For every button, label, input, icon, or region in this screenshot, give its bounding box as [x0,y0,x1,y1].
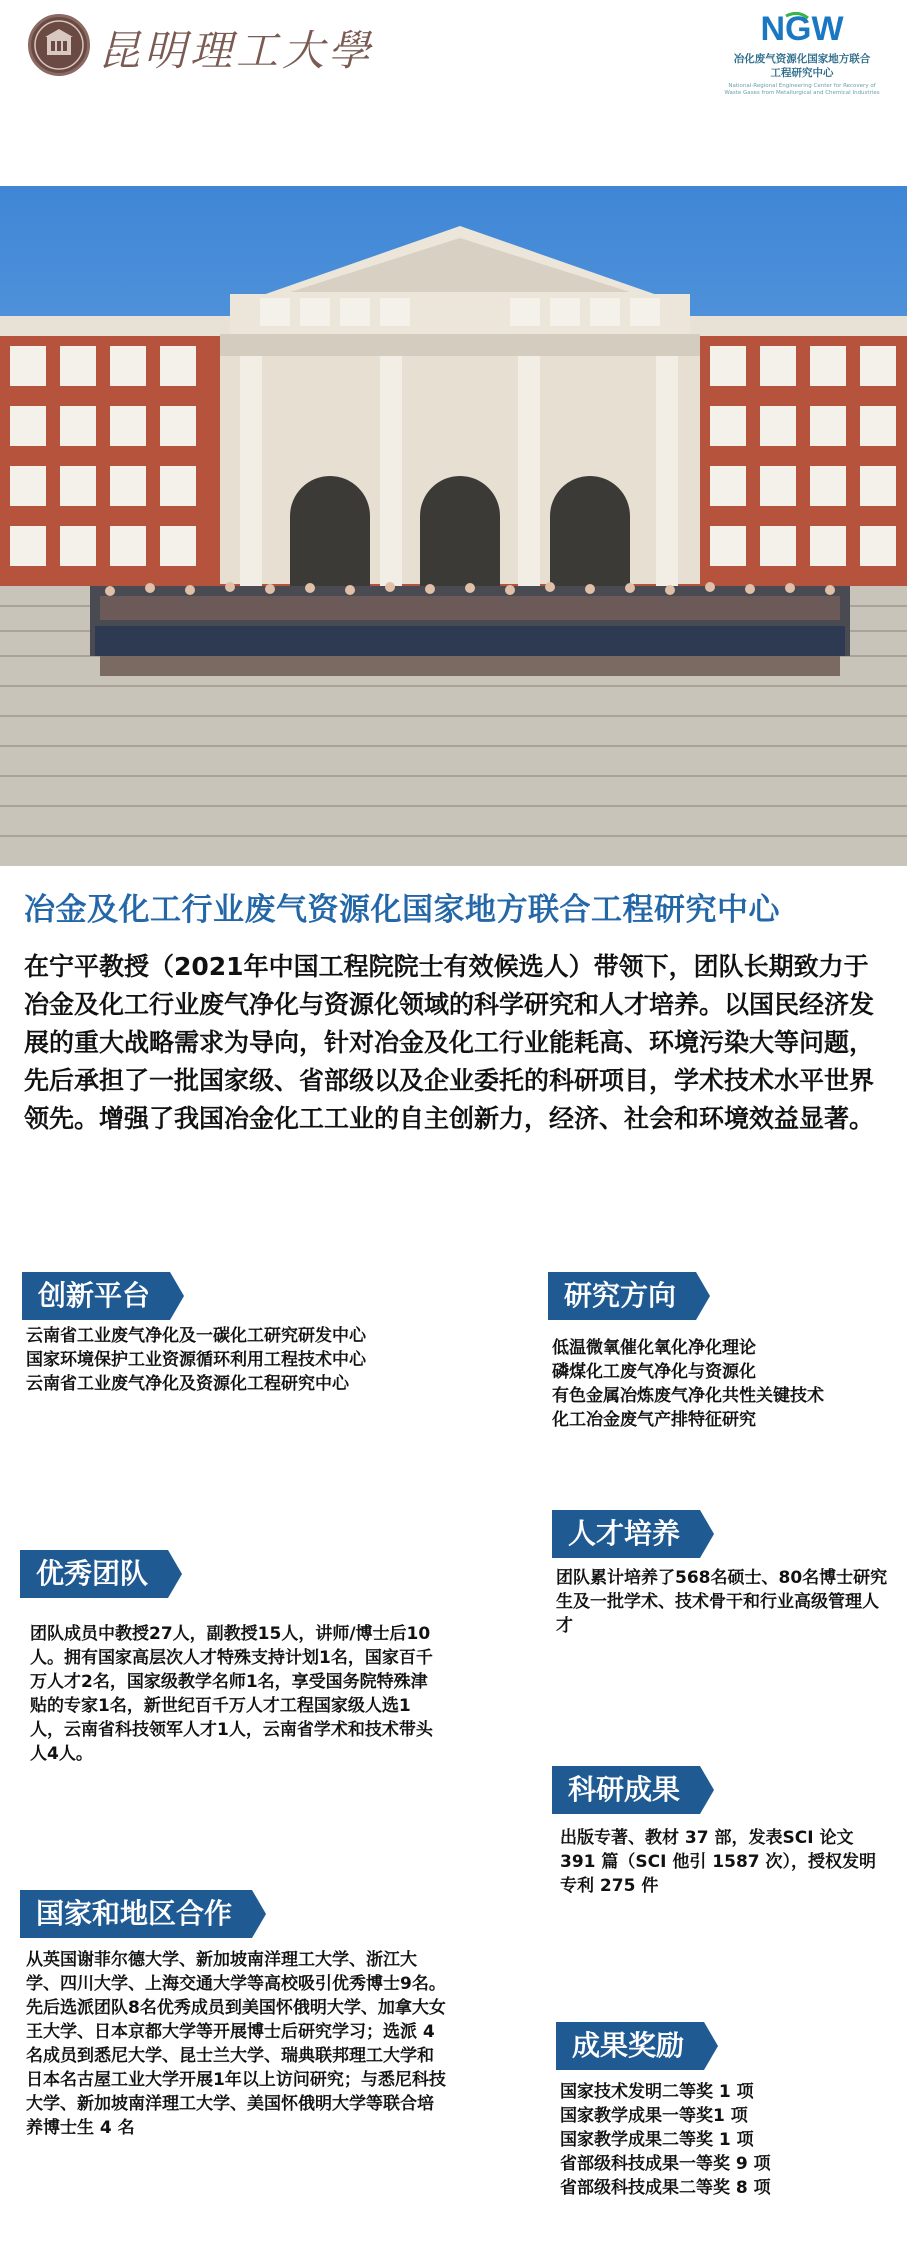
list-item: 磷煤化工废气净化与资源化 [552,1362,756,1382]
center-logo [742,8,862,48]
section-title-achievements: 科研成果 [552,1766,700,1814]
center-name-en: National-Regional Engineering Center for Recovery of Waste Gases from Metallurgical and Chemical Industries [724,83,880,96]
list-item: 化工冶金废气产排特征研究 [552,1410,756,1430]
section-title-talent: 人才培养 [552,1510,700,1558]
list-item: 国家教学成果二等奖 1 项 [560,2130,754,2150]
section-title-platform: 创新平台 [22,1272,170,1320]
list-item: 低温微氧催化氧化净化理论 [552,1338,756,1358]
center-logo-text: NGW [760,10,844,48]
platform-list [26,1324,446,1396]
awards-list [560,2080,890,2200]
university-seal-logo [28,14,90,76]
talent-text: 团队累计培养了568名硕士、80名博士研究生及一批学术、技术骨干和行业高级管理人才 [556,1568,888,1636]
list-item: 云南省工业废气净化及资源化工程研究中心 [26,1374,349,1394]
list-item: 省部级科技成果二等奖 8 项 [560,2178,771,2198]
achievements-text: 出版专著、教材 37 部，发表SCI 论文 391 篇（SCI 他引 1587 次），授权发明专利 275 件 [560,1828,877,1896]
list-item: 国家环境保护工业资源循环利用工程技术中心 [26,1350,366,1370]
university-name: 昆明理工大學 [98,26,375,75]
section-title-cooperation: 国家和地区合作 [20,1890,252,1938]
group-photo [0,186,907,866]
intro-paragraph: 在宁平教授（2021年中国工程院院士有效候选人）带领下，团队长期致力于冶金及化工行业废气净化与资源化领域的科学研究和人才培养。以国民经济发展的重大战略需求为导向，针对冶金及化工行业能耗高、环境污染大等问题，先后承担了一批国家级、省部级以及企业委托的科研项目，学术技术水平世界领先。增强了我国冶金化工工业的自主创新力，经济、社会和环境效益显著。 [24,952,875,1133]
list-item: 国家技术发明二等奖 1 项 [560,2082,754,2102]
page-title: 冶金及化工行业废气资源化国家地方联合工程研究中心 [24,892,780,928]
section-title-research: 研究方向 [548,1272,696,1320]
list-item: 有色金属冶炼废气净化共性关键技术 [552,1386,824,1406]
list-item: 国家教学成果一等奖1 项 [560,2106,748,2126]
cooperation-text: 从英国谢菲尔德大学、新加坡南洋理工大学、浙江大学、四川大学、上海交通大学等高校吸引优秀博士9名。先后选派团队8名优秀成员到美国怀俄明大学、加拿大女王大学、日本京都大学等开展博士后研究学习；选派 4 名成员到悉尼大学、昆士兰大学、瑞典联邦理工大学和日本名古屋工业大学开展1年以上访问研究；与悉尼科技大学、新加坡南洋理工大学、美国怀俄明大学等联合培养博士生 4 名 [26,1950,446,2138]
list-item: 云南省工业废气净化及一碳化工研究研发中心 [26,1326,366,1346]
section-title-team: 优秀团队 [20,1550,168,1598]
center-name-cn: 冶化废气资源化国家地方联合 工程研究中心 [733,53,871,79]
research-list [552,1336,892,1432]
section-title-awards: 成果奖励 [556,2022,704,2070]
list-item: 省部级科技成果一等奖 9 项 [560,2154,771,2174]
team-text: 团队成员中教授27人，副教授15人，讲师/博士后10人。拥有国家高层次人才特殊支持计划1名，国家百千万人才2名，国家级教学名师1名，享受国务院特殊津贴的专家1名，新世纪百千万人才工程国家级人选1人，云南省科技领军人才1人，云南省学术和技术带头人4人。 [30,1624,433,1764]
